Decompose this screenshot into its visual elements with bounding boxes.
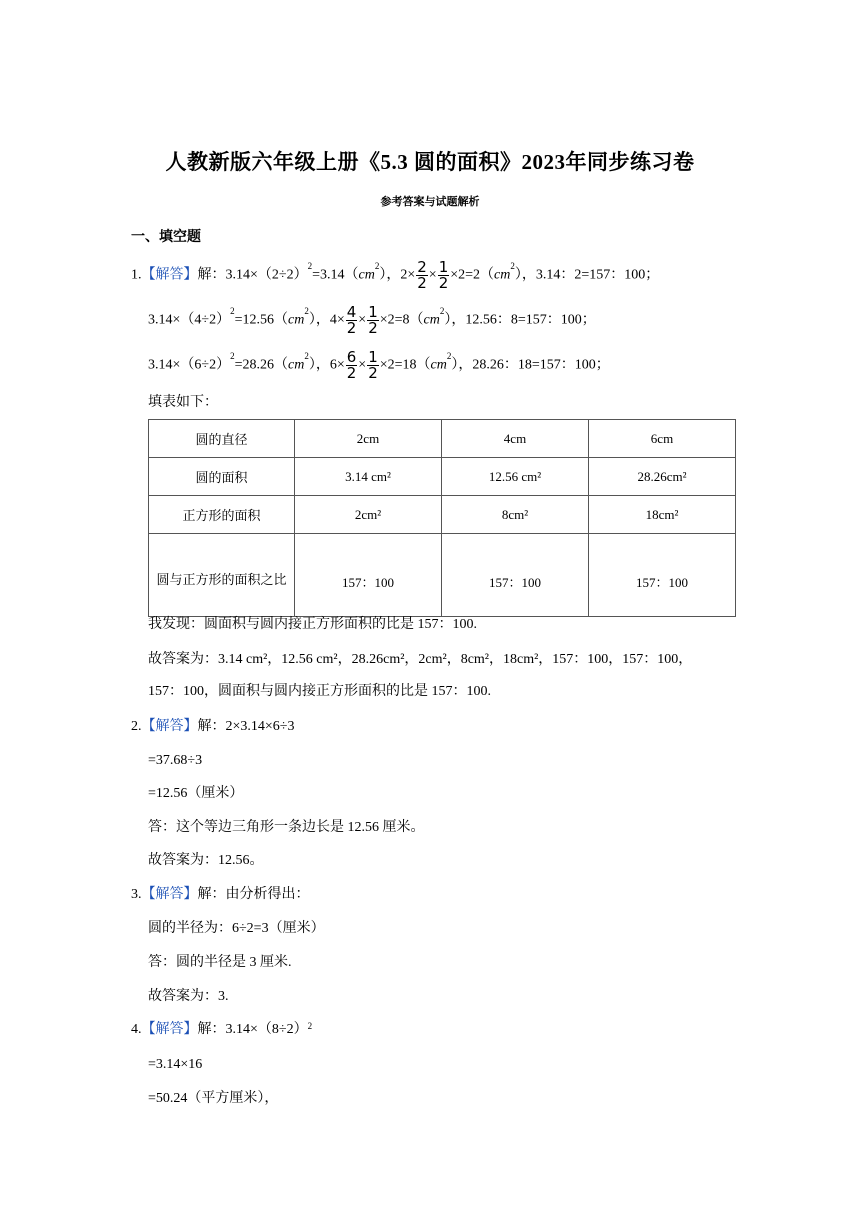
fraction: $\frac{1}{2}$ bbox=[368, 303, 378, 337]
q1-answer-line-2: 157：100，圆面积与圆内接正方形面积的比是 157：100. bbox=[148, 684, 491, 699]
answer-tag: 【解答】 bbox=[141, 267, 198, 283]
q1-finding: 我发现：圆面积与圆内接正方形面积的比是 157：100. bbox=[148, 617, 477, 632]
table-cell: 2cm bbox=[295, 420, 442, 458]
q4-line-3: =50.24（平方厘米）， bbox=[148, 1091, 279, 1106]
q2-line-2: =37.68÷3 bbox=[148, 753, 203, 768]
q1-answer-line-1: 故答案为：3.14 cm²，12.56 cm²，28.26cm²，2cm²，8cm²，18cm²，157：100，157：100， bbox=[148, 652, 693, 667]
table-cell: 157：100 bbox=[589, 534, 736, 617]
table-row bbox=[149, 534, 736, 617]
result-table bbox=[148, 419, 736, 617]
table-cell: 3.14 cm² bbox=[295, 458, 442, 496]
q3-line-3: 答：圆的半径是 3 厘米. bbox=[148, 955, 292, 970]
answer-tag: 【解答】 bbox=[141, 887, 198, 902]
table-cell: 157：100 bbox=[442, 534, 589, 617]
q4-number: 4. bbox=[131, 1022, 142, 1037]
table-cell: 圆与正方形的面积之比 bbox=[149, 534, 295, 617]
q4-line-1: 4.【解答】解：$3.14\times(8\div 2)^2$ bbox=[131, 1021, 313, 1037]
page-title: 人教新版六年级上册《5.3 圆的面积》2023年同步练习卷 bbox=[165, 150, 695, 174]
answer-tag: 【解答】 bbox=[141, 719, 198, 734]
q2-line-1: 2.【解答】解：2×3.14×6÷3 bbox=[131, 719, 295, 734]
table-row bbox=[149, 496, 736, 534]
q1-line-1: 1.【解答】解：$3.14\times(2\div 2)^2=3.14(cm^2)$，2× $\frac{2}{2}$ × $\frac{1}{2}$ $\times 2=2(cm^2)$，3.14：2=157：100； bbox=[131, 258, 660, 292]
table-cell: 157：100 bbox=[295, 534, 442, 617]
q1-fill-label: 填表如下： bbox=[148, 395, 218, 410]
table-cell: 圆的直径 bbox=[149, 420, 295, 458]
table-cell: 圆的面积 bbox=[149, 458, 295, 496]
q4-line-2: =3.14×16 bbox=[148, 1057, 203, 1072]
table-cell: 4cm bbox=[442, 420, 589, 458]
q2-line-5: 故答案为：12.56。 bbox=[148, 853, 264, 868]
q3-line-2: 圆的半径为：6÷2=3（厘米） bbox=[148, 921, 325, 936]
fraction: $\frac{6}{2}$ bbox=[346, 348, 357, 382]
q1-line-2: $3.14\times(4\div 2)^2=12.56(cm^2)$，4× $\frac{4}{2}$ × $\frac{1}{2}$ $\times 2=8(cm^2)$，12.56：8=157：100； bbox=[148, 303, 596, 337]
table-cell: 8cm² bbox=[442, 496, 589, 534]
table-cell: 2cm² bbox=[295, 496, 442, 534]
q2-line-4: 答：这个等边三角形一条边长是 12.56 厘米。 bbox=[148, 820, 425, 835]
q1-line-3: $3.14\times(6\div 2)^2=28.26(cm^2)$，6× $\frac{6}{2}$ × $\frac{1}{2}$ $\times 2=18(cm^2)$，28.26：18=157：100； bbox=[148, 348, 610, 382]
table-cell: 28.26cm² bbox=[589, 458, 736, 496]
fraction: $\frac{4}{2}$ bbox=[346, 303, 357, 337]
table-row bbox=[149, 420, 736, 458]
table-cell: 6cm bbox=[589, 420, 736, 458]
table-cell: 12.56 cm² bbox=[442, 458, 589, 496]
section-heading: 一、填空题 bbox=[131, 230, 201, 245]
q2-line-3: =12.56（厘米） bbox=[148, 786, 244, 801]
q3-number: 3. bbox=[131, 887, 142, 902]
table-cell: 正方形的面积 bbox=[149, 496, 295, 534]
q3-line-4: 故答案为：3. bbox=[148, 989, 229, 1004]
q3-line-1: 3.【解答】解：由分析得出： bbox=[131, 887, 310, 902]
table-row bbox=[149, 458, 736, 496]
q2-number: 2. bbox=[131, 719, 142, 734]
fraction: $\frac{2}{2}$ bbox=[417, 258, 427, 292]
answer-tag: 【解答】 bbox=[141, 1022, 198, 1037]
page-subtitle: 参考答案与试题解析 bbox=[380, 196, 480, 208]
q1-number: 1. bbox=[131, 267, 142, 283]
table-cell: 18cm² bbox=[589, 496, 736, 534]
fraction: $\frac{1}{2}$ bbox=[438, 258, 449, 292]
fraction: $\frac{1}{2}$ bbox=[368, 348, 378, 382]
